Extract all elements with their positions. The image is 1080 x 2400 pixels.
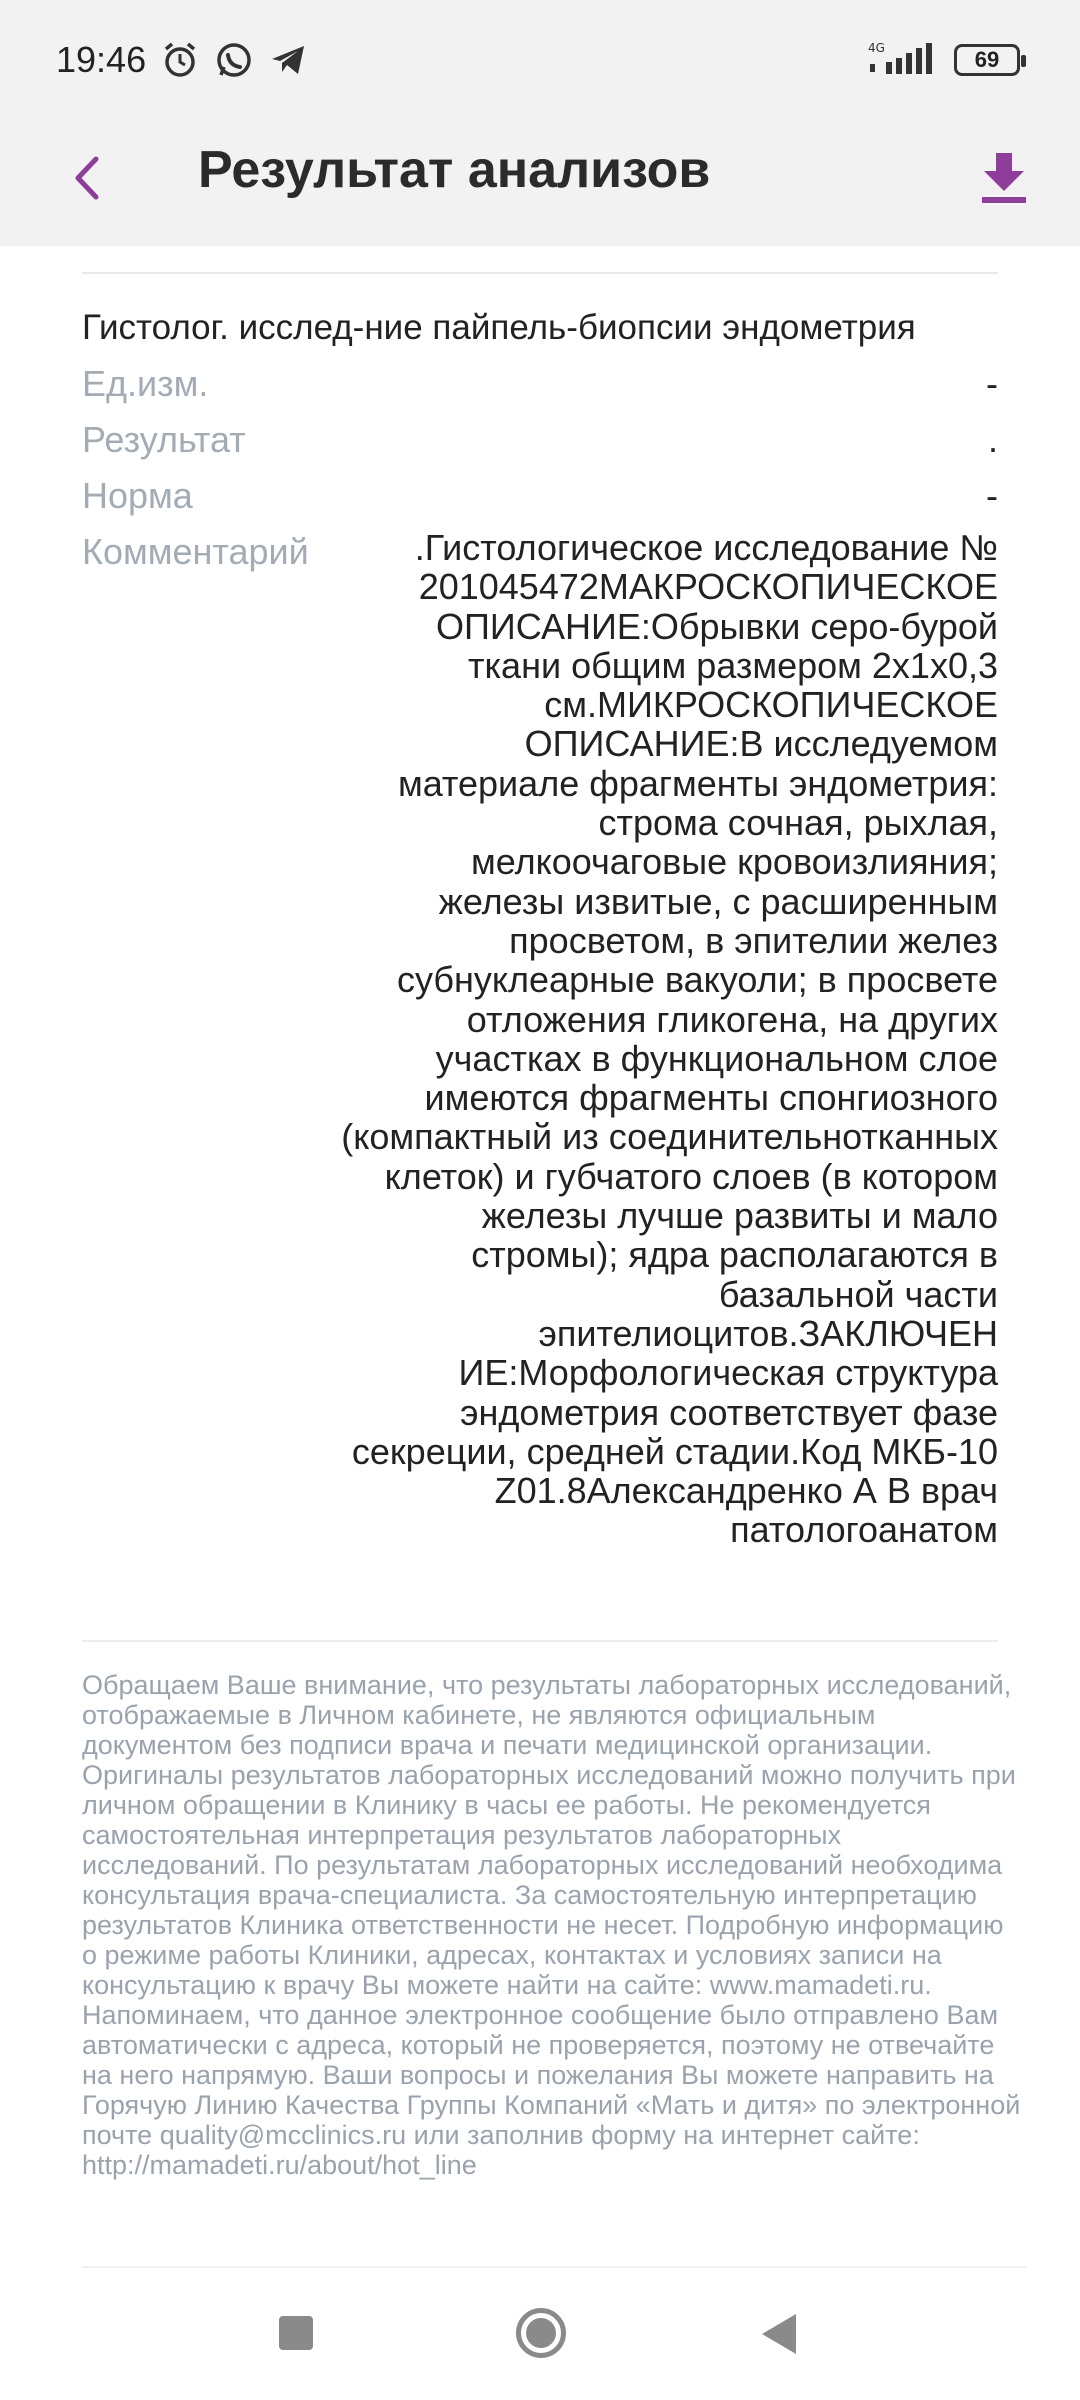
telegram-icon xyxy=(268,40,308,80)
system-back-button[interactable] xyxy=(762,2314,796,2354)
chevron-left-icon xyxy=(68,153,108,203)
scroll-edge-divider xyxy=(82,2266,1026,2268)
download-button[interactable] xyxy=(968,142,1040,214)
result-row xyxy=(82,416,998,464)
app-bar xyxy=(0,120,1080,246)
comment-label: Комментарий xyxy=(82,531,309,572)
whatsapp-icon xyxy=(214,40,254,80)
result-value: . xyxy=(987,419,998,460)
norm-label: Норма xyxy=(82,475,193,516)
status-bar xyxy=(0,0,1080,120)
page-title: Результат анализов xyxy=(198,141,711,199)
status-time: 19:46 xyxy=(56,39,147,80)
test-name: Гистолог. исслед-ние пайпель-биопсии эндометрия xyxy=(82,308,916,347)
disclaimer-text: Обращаем Ваше внимание, что результаты лабораторных исследований, отображаемые в Личном кабинете, не являются официальным документом без подписи врача и печати медицинской организации. Оригиналы результатов лабораторных исследований можно получить при личном обращении в Клинику в часы ее работы. Не рекомендуется самостоятельная интерпретация результатов лабораторных исследований. По результатам лабораторных исследований необходима консультация врача-специалиста. За самостоятельную интерпретацию результатов Клиника ответственности не несет. Подробную информацию о режиме работы Клиники, адресах, контактах и условиях записи на консультацию к врачу Вы можете найти на сайте: www.mamadeti.ru. Напоминаем, что данное электронное сообщение было отправлено Вам автоматически с адреса, который не проверяется, поэтому не отвечайте на него напрямую. Ваши вопросы и пожелания Вы можете направить на Горячую Линию Качества Группы Компаний «Мать и дитя» по электронной почте quality@mcclinics.ru или заполнив форму на интернет сайте: http://mamadeti.ru/about/hot_line xyxy=(82,1669,1021,2180)
norm-row xyxy=(82,472,998,520)
recent-apps-button[interactable] xyxy=(279,2316,313,2350)
result-label: Результат xyxy=(82,419,246,460)
unit-label: Ед.изм. xyxy=(82,363,209,404)
result-content xyxy=(82,246,1021,2180)
status-right xyxy=(866,40,1020,80)
divider-bottom xyxy=(82,1640,998,1642)
comment-row xyxy=(82,528,998,1550)
system-nav-bar xyxy=(0,2272,1080,2400)
home-icon xyxy=(526,2318,556,2348)
norm-value: - xyxy=(986,475,998,516)
signal-icon xyxy=(866,40,936,80)
battery-indicator: 69 xyxy=(954,44,1020,76)
download-icon xyxy=(980,151,1028,205)
status-left xyxy=(56,39,308,81)
unit-row xyxy=(82,360,998,408)
comment-value: .Гистологическое исследование № 201045472МАКРОСКОПИЧЕСКОЕ ОПИСАНИЕ:Обрывки серо-бурой ткани общим размером 2х1х0,3 см.МИКРОСКОПИЧЕСКОЕ ОПИСАНИЕ:В исследуемом материале фрагменты эндометрия: строма сочная, рыхлая, мелкоочаговые кровоизлияния; железы извитые, с расширенным просветом, в эпителии желез субнуклеарные вакуоли; в просвете отложения гликогена, на других участках в функциональном слое имеются фрагменты спонгиозного (компактный из соединительнотканных клеток) и губчатого слоев (в котором железы лучше развиты и мало стромы); ядра располагаются в базальной части эпителиоцитов.ЗАКЛЮЧЕН ИЕ:Морфологическая структура эндометрия соответствует фазе секреции, средней стадии.Код МКБ-10 Z01.8Александренко А В врач патологоанатом xyxy=(341,527,998,1551)
alarm-icon xyxy=(160,40,200,80)
home-button[interactable] xyxy=(516,2308,566,2358)
back-button[interactable] xyxy=(56,146,120,210)
network-type: 4G xyxy=(868,41,885,55)
divider-top xyxy=(82,272,998,274)
unit-value: - xyxy=(986,363,998,404)
